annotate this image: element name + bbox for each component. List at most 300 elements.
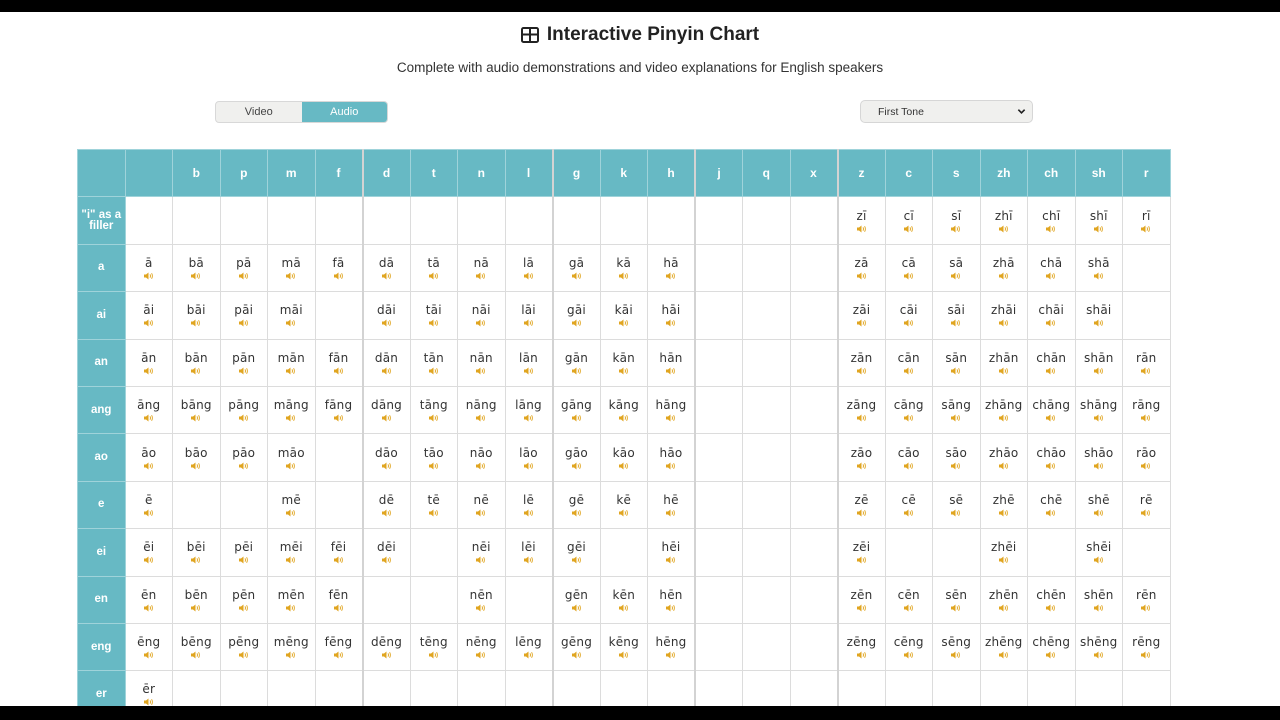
syllable-cell[interactable] [125, 244, 173, 291]
syllable-cell[interactable] [1075, 623, 1123, 670]
speaker-icon[interactable] [126, 367, 173, 375]
syllable-cell[interactable] [600, 339, 648, 386]
speaker-icon[interactable] [554, 414, 600, 422]
speaker-icon[interactable] [601, 367, 648, 375]
syllable-cell[interactable] [220, 292, 268, 339]
speaker-icon[interactable] [268, 414, 315, 422]
speaker-icon[interactable] [839, 604, 885, 612]
speaker-icon[interactable] [981, 367, 1028, 375]
syllable-cell[interactable] [553, 339, 601, 386]
speaker-icon[interactable] [981, 414, 1028, 422]
speaker-icon[interactable] [1123, 509, 1170, 517]
speaker-icon[interactable] [1076, 414, 1123, 422]
speaker-icon[interactable] [411, 651, 458, 659]
speaker-icon[interactable] [886, 509, 933, 517]
syllable-cell[interactable] [220, 623, 268, 670]
syllable-cell[interactable] [458, 292, 506, 339]
syllable-cell[interactable] [125, 434, 173, 481]
syllable-cell[interactable] [268, 244, 316, 291]
syllable-cell[interactable] [933, 339, 981, 386]
syllable-cell[interactable] [505, 481, 553, 528]
syllable-cell[interactable] [363, 292, 411, 339]
speaker-icon[interactable] [981, 604, 1028, 612]
syllable-cell[interactable] [458, 623, 506, 670]
syllable-cell[interactable] [933, 197, 981, 244]
speaker-icon[interactable] [221, 651, 268, 659]
speaker-icon[interactable] [364, 319, 410, 327]
speaker-icon[interactable] [981, 462, 1028, 470]
speaker-icon[interactable] [173, 414, 220, 422]
syllable-cell[interactable] [980, 623, 1028, 670]
speaker-icon[interactable] [506, 509, 552, 517]
speaker-icon[interactable] [411, 272, 458, 280]
speaker-icon[interactable] [839, 556, 885, 564]
syllable-cell[interactable] [125, 292, 173, 339]
syllable-cell[interactable] [125, 623, 173, 670]
syllable-cell[interactable] [268, 529, 316, 576]
speaker-icon[interactable] [268, 604, 315, 612]
syllable-cell[interactable] [410, 481, 458, 528]
speaker-icon[interactable] [173, 367, 220, 375]
syllable-cell[interactable] [173, 339, 221, 386]
syllable-cell[interactable] [458, 244, 506, 291]
speaker-icon[interactable] [648, 319, 694, 327]
speaker-icon[interactable] [458, 509, 505, 517]
syllable-cell[interactable] [458, 529, 506, 576]
syllable-cell[interactable] [1123, 386, 1171, 433]
syllable-cell[interactable] [933, 244, 981, 291]
syllable-cell[interactable] [648, 386, 696, 433]
speaker-icon[interactable] [458, 556, 505, 564]
syllable-cell[interactable] [648, 529, 696, 576]
speaker-icon[interactable] [601, 651, 648, 659]
syllable-cell[interactable] [648, 576, 696, 623]
syllable-cell[interactable] [458, 434, 506, 481]
syllable-cell[interactable] [1075, 481, 1123, 528]
speaker-icon[interactable] [364, 367, 410, 375]
syllable-cell[interactable] [838, 244, 886, 291]
speaker-icon[interactable] [601, 319, 648, 327]
syllable-cell[interactable] [173, 292, 221, 339]
speaker-icon[interactable] [1076, 225, 1123, 233]
syllable-cell[interactable] [553, 386, 601, 433]
speaker-icon[interactable] [839, 414, 885, 422]
speaker-icon[interactable] [601, 462, 648, 470]
syllable-cell[interactable] [315, 529, 363, 576]
speaker-icon[interactable] [648, 462, 694, 470]
syllable-cell[interactable] [933, 481, 981, 528]
syllable-cell[interactable] [600, 292, 648, 339]
speaker-icon[interactable] [458, 462, 505, 470]
syllable-cell[interactable] [1028, 339, 1076, 386]
speaker-icon[interactable] [648, 414, 694, 422]
speaker-icon[interactable] [173, 651, 220, 659]
syllable-cell[interactable] [173, 434, 221, 481]
speaker-icon[interactable] [1123, 414, 1170, 422]
syllable-cell[interactable] [315, 623, 363, 670]
speaker-icon[interactable] [1076, 651, 1123, 659]
syllable-cell[interactable] [980, 529, 1028, 576]
syllable-cell[interactable] [173, 386, 221, 433]
speaker-icon[interactable] [554, 367, 600, 375]
speaker-icon[interactable] [554, 462, 600, 470]
speaker-icon[interactable] [933, 319, 980, 327]
speaker-icon[interactable] [886, 319, 933, 327]
speaker-icon[interactable] [839, 651, 885, 659]
syllable-cell[interactable] [1075, 529, 1123, 576]
speaker-icon[interactable] [126, 414, 173, 422]
speaker-icon[interactable] [173, 319, 220, 327]
speaker-icon[interactable] [221, 604, 268, 612]
speaker-icon[interactable] [126, 319, 173, 327]
syllable-cell[interactable] [1075, 386, 1123, 433]
syllable-cell[interactable] [1075, 434, 1123, 481]
syllable-cell[interactable] [125, 481, 173, 528]
syllable-cell[interactable] [458, 576, 506, 623]
syllable-cell[interactable] [553, 623, 601, 670]
speaker-icon[interactable] [1123, 462, 1170, 470]
syllable-cell[interactable] [553, 292, 601, 339]
syllable-cell[interactable] [980, 197, 1028, 244]
speaker-icon[interactable] [981, 556, 1028, 564]
speaker-icon[interactable] [411, 509, 458, 517]
speaker-icon[interactable] [981, 509, 1028, 517]
speaker-icon[interactable] [839, 272, 885, 280]
speaker-icon[interactable] [221, 272, 268, 280]
speaker-icon[interactable] [601, 272, 648, 280]
speaker-icon[interactable] [506, 556, 552, 564]
syllable-cell[interactable] [1028, 292, 1076, 339]
speaker-icon[interactable] [458, 367, 505, 375]
speaker-icon[interactable] [126, 698, 173, 706]
syllable-cell[interactable] [885, 386, 933, 433]
speaker-icon[interactable] [1076, 462, 1123, 470]
speaker-icon[interactable] [221, 367, 268, 375]
syllable-cell[interactable] [125, 339, 173, 386]
speaker-icon[interactable] [554, 604, 600, 612]
syllable-cell[interactable] [838, 434, 886, 481]
syllable-cell[interactable] [410, 434, 458, 481]
speaker-icon[interactable] [364, 509, 410, 517]
syllable-cell[interactable] [838, 623, 886, 670]
syllable-cell[interactable] [315, 576, 363, 623]
syllable-cell[interactable] [1075, 244, 1123, 291]
speaker-icon[interactable] [411, 367, 458, 375]
speaker-icon[interactable] [1028, 604, 1075, 612]
syllable-cell[interactable] [173, 244, 221, 291]
speaker-icon[interactable] [933, 414, 980, 422]
syllable-cell[interactable] [885, 576, 933, 623]
speaker-icon[interactable] [173, 556, 220, 564]
speaker-icon[interactable] [886, 604, 933, 612]
syllable-cell[interactable] [933, 292, 981, 339]
syllable-cell[interactable] [268, 339, 316, 386]
speaker-icon[interactable] [886, 651, 933, 659]
syllable-cell[interactable] [838, 292, 886, 339]
speaker-icon[interactable] [981, 319, 1028, 327]
syllable-cell[interactable] [1028, 481, 1076, 528]
speaker-icon[interactable] [1028, 462, 1075, 470]
syllable-cell[interactable] [885, 481, 933, 528]
syllable-cell[interactable] [173, 576, 221, 623]
syllable-cell[interactable] [1028, 434, 1076, 481]
speaker-icon[interactable] [173, 462, 220, 470]
syllable-cell[interactable] [1123, 481, 1171, 528]
speaker-icon[interactable] [839, 367, 885, 375]
syllable-cell[interactable] [268, 576, 316, 623]
speaker-icon[interactable] [458, 414, 505, 422]
speaker-icon[interactable] [933, 225, 980, 233]
speaker-icon[interactable] [364, 272, 410, 280]
speaker-icon[interactable] [648, 272, 694, 280]
speaker-icon[interactable] [458, 319, 505, 327]
syllable-cell[interactable] [980, 576, 1028, 623]
speaker-icon[interactable] [1028, 367, 1075, 375]
syllable-cell[interactable] [553, 481, 601, 528]
syllable-cell[interactable] [1123, 197, 1171, 244]
speaker-icon[interactable] [1076, 556, 1123, 564]
syllable-cell[interactable] [980, 481, 1028, 528]
speaker-icon[interactable] [933, 604, 980, 612]
speaker-icon[interactable] [221, 414, 268, 422]
syllable-cell[interactable] [505, 434, 553, 481]
speaker-icon[interactable] [886, 414, 933, 422]
syllable-cell[interactable] [885, 244, 933, 291]
speaker-icon[interactable] [1028, 225, 1075, 233]
syllable-cell[interactable] [220, 244, 268, 291]
syllable-cell[interactable] [553, 529, 601, 576]
speaker-icon[interactable] [648, 651, 694, 659]
speaker-icon[interactable] [126, 556, 173, 564]
syllable-cell[interactable] [838, 386, 886, 433]
speaker-icon[interactable] [601, 414, 648, 422]
syllable-cell[interactable] [315, 339, 363, 386]
syllable-cell[interactable] [933, 623, 981, 670]
syllable-cell[interactable] [980, 292, 1028, 339]
speaker-icon[interactable] [316, 272, 362, 280]
speaker-icon[interactable] [506, 651, 552, 659]
syllable-cell[interactable] [220, 529, 268, 576]
speaker-icon[interactable] [268, 509, 315, 517]
syllable-cell[interactable] [220, 434, 268, 481]
speaker-icon[interactable] [364, 462, 410, 470]
speaker-icon[interactable] [316, 367, 362, 375]
syllable-cell[interactable] [838, 197, 886, 244]
speaker-icon[interactable] [221, 462, 268, 470]
syllable-cell[interactable] [933, 576, 981, 623]
syllable-cell[interactable] [268, 481, 316, 528]
syllable-cell[interactable] [885, 623, 933, 670]
speaker-icon[interactable] [458, 604, 505, 612]
speaker-icon[interactable] [554, 556, 600, 564]
speaker-icon[interactable] [886, 225, 933, 233]
speaker-icon[interactable] [221, 319, 268, 327]
syllable-cell[interactable] [1075, 197, 1123, 244]
syllable-cell[interactable] [1028, 197, 1076, 244]
mode-video-button[interactable]: Video [244, 106, 273, 118]
syllable-cell[interactable] [648, 292, 696, 339]
syllable-cell[interactable] [1075, 292, 1123, 339]
syllable-cell[interactable] [648, 623, 696, 670]
speaker-icon[interactable] [933, 651, 980, 659]
syllable-cell[interactable] [410, 623, 458, 670]
speaker-icon[interactable] [364, 651, 410, 659]
syllable-cell[interactable] [125, 529, 173, 576]
speaker-icon[interactable] [1076, 272, 1123, 280]
syllable-cell[interactable] [600, 386, 648, 433]
syllable-cell[interactable] [600, 576, 648, 623]
syllable-cell[interactable] [1028, 623, 1076, 670]
syllable-cell[interactable] [458, 339, 506, 386]
syllable-cell[interactable] [363, 386, 411, 433]
speaker-icon[interactable] [1076, 367, 1123, 375]
syllable-cell[interactable] [173, 623, 221, 670]
syllable-cell[interactable] [410, 386, 458, 433]
syllable-cell[interactable] [505, 339, 553, 386]
syllable-cell[interactable] [933, 386, 981, 433]
speaker-icon[interactable] [1076, 604, 1123, 612]
speaker-icon[interactable] [648, 604, 694, 612]
syllable-cell[interactable] [600, 481, 648, 528]
syllable-cell[interactable] [458, 481, 506, 528]
speaker-icon[interactable] [411, 414, 458, 422]
syllable-cell[interactable] [553, 576, 601, 623]
speaker-icon[interactable] [506, 414, 552, 422]
syllable-cell[interactable] [980, 386, 1028, 433]
syllable-cell[interactable] [1075, 576, 1123, 623]
syllable-cell[interactable] [173, 529, 221, 576]
syllable-cell[interactable] [885, 434, 933, 481]
speaker-icon[interactable] [506, 272, 552, 280]
speaker-icon[interactable] [1028, 509, 1075, 517]
speaker-icon[interactable] [173, 604, 220, 612]
speaker-icon[interactable] [268, 367, 315, 375]
syllable-cell[interactable] [315, 244, 363, 291]
speaker-icon[interactable] [506, 462, 552, 470]
syllable-cell[interactable] [363, 529, 411, 576]
syllable-cell[interactable] [315, 386, 363, 433]
speaker-icon[interactable] [554, 319, 600, 327]
syllable-cell[interactable] [220, 386, 268, 433]
syllable-cell[interactable] [600, 244, 648, 291]
speaker-icon[interactable] [1123, 651, 1170, 659]
speaker-icon[interactable] [458, 272, 505, 280]
speaker-icon[interactable] [126, 651, 173, 659]
speaker-icon[interactable] [648, 367, 694, 375]
syllable-cell[interactable] [980, 434, 1028, 481]
syllable-cell[interactable] [125, 576, 173, 623]
syllable-cell[interactable] [1123, 576, 1171, 623]
syllable-cell[interactable] [600, 434, 648, 481]
speaker-icon[interactable] [981, 651, 1028, 659]
speaker-icon[interactable] [1123, 367, 1170, 375]
syllable-cell[interactable] [980, 339, 1028, 386]
speaker-icon[interactable] [839, 509, 885, 517]
syllable-cell[interactable] [363, 481, 411, 528]
speaker-icon[interactable] [933, 509, 980, 517]
speaker-icon[interactable] [554, 509, 600, 517]
speaker-icon[interactable] [601, 604, 648, 612]
syllable-cell[interactable] [268, 434, 316, 481]
syllable-cell[interactable] [505, 529, 553, 576]
speaker-icon[interactable] [554, 272, 600, 280]
speaker-icon[interactable] [1028, 414, 1075, 422]
speaker-icon[interactable] [364, 414, 410, 422]
speaker-icon[interactable] [886, 272, 933, 280]
speaker-icon[interactable] [268, 319, 315, 327]
speaker-icon[interactable] [933, 462, 980, 470]
syllable-cell[interactable] [553, 434, 601, 481]
syllable-cell[interactable] [933, 434, 981, 481]
syllable-cell[interactable] [885, 197, 933, 244]
speaker-icon[interactable] [886, 367, 933, 375]
speaker-icon[interactable] [316, 651, 362, 659]
syllable-cell[interactable] [838, 529, 886, 576]
syllable-cell[interactable] [885, 339, 933, 386]
syllable-cell[interactable] [220, 576, 268, 623]
syllable-cell[interactable] [505, 623, 553, 670]
syllable-cell[interactable] [410, 339, 458, 386]
speaker-icon[interactable] [554, 651, 600, 659]
speaker-icon[interactable] [506, 319, 552, 327]
speaker-icon[interactable] [316, 414, 362, 422]
syllable-cell[interactable] [125, 671, 173, 706]
speaker-icon[interactable] [506, 367, 552, 375]
syllable-cell[interactable] [1123, 623, 1171, 670]
speaker-icon[interactable] [126, 509, 173, 517]
speaker-icon[interactable] [933, 367, 980, 375]
speaker-icon[interactable] [1028, 319, 1075, 327]
syllable-cell[interactable] [1075, 339, 1123, 386]
syllable-cell[interactable] [1028, 386, 1076, 433]
speaker-icon[interactable] [126, 604, 173, 612]
speaker-icon[interactable] [1076, 319, 1123, 327]
speaker-icon[interactable] [1123, 604, 1170, 612]
syllable-cell[interactable] [125, 386, 173, 433]
syllable-cell[interactable] [980, 244, 1028, 291]
speaker-icon[interactable] [648, 509, 694, 517]
mode-audio-button[interactable]: Audio [302, 102, 388, 122]
syllable-cell[interactable] [505, 292, 553, 339]
syllable-cell[interactable] [838, 576, 886, 623]
speaker-icon[interactable] [458, 651, 505, 659]
syllable-cell[interactable] [1028, 576, 1076, 623]
syllable-cell[interactable] [363, 434, 411, 481]
speaker-icon[interactable] [1076, 509, 1123, 517]
syllable-cell[interactable] [553, 244, 601, 291]
syllable-cell[interactable] [268, 386, 316, 433]
speaker-icon[interactable] [364, 556, 410, 564]
syllable-cell[interactable] [600, 623, 648, 670]
syllable-cell[interactable] [885, 292, 933, 339]
syllable-cell[interactable] [648, 339, 696, 386]
syllable-cell[interactable] [838, 481, 886, 528]
speaker-icon[interactable] [981, 272, 1028, 280]
speaker-icon[interactable] [839, 319, 885, 327]
syllable-cell[interactable] [363, 244, 411, 291]
syllable-cell[interactable] [648, 244, 696, 291]
syllable-cell[interactable] [363, 339, 411, 386]
speaker-icon[interactable] [411, 319, 458, 327]
speaker-icon[interactable] [268, 556, 315, 564]
syllable-cell[interactable] [220, 339, 268, 386]
syllable-cell[interactable] [268, 623, 316, 670]
syllable-cell[interactable] [648, 434, 696, 481]
speaker-icon[interactable] [126, 272, 173, 280]
speaker-icon[interactable] [1028, 651, 1075, 659]
tone-select[interactable] [860, 100, 1033, 123]
syllable-cell[interactable] [505, 386, 553, 433]
